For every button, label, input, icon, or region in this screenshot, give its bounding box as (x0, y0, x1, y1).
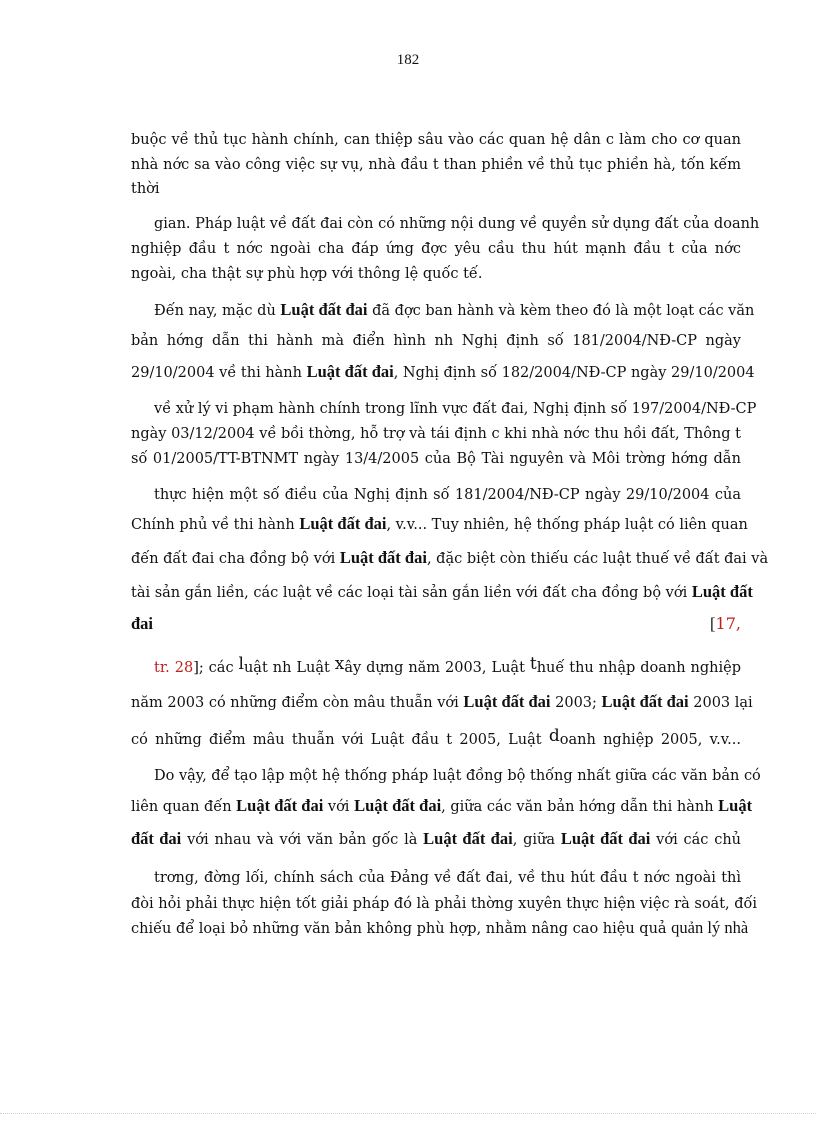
text-span: với nhau và với văn bản gốc là (181, 832, 424, 848)
text-line (131, 582, 753, 603)
text-span: 2003; (550, 695, 602, 711)
text-span: 2003 lại (688, 695, 753, 711)
citation-ref: tr. 28 (154, 660, 194, 676)
text-line (131, 514, 748, 535)
text-line: về xử lý vi phạm hành chính trong lĩnh vực đất đai, Nghị định số 197/2004/NĐ-CP (154, 401, 757, 417)
law-term: đai (131, 614, 154, 633)
text-span: 29/10/2004 về thi hành (131, 365, 307, 381)
text-span: l (238, 654, 244, 674)
text-span: , v.v... Tuy nhiên, hệ thống pháp luật có liên quan (386, 517, 748, 533)
text-span: huế thu nhập doanh nghiệp (536, 660, 742, 676)
page-number: 182 (396, 52, 420, 68)
text-span: chiếu để loại bỏ những văn bản không phù hợp, nhằm nâng cao hiệu quả (131, 921, 672, 937)
text-span: ]; các (193, 660, 239, 676)
text-line: ngày 03/12/2004 về bồi thờng, hỗ trợ và tái định c khi nhà nớc thu hồi đất, Thông t (131, 426, 741, 442)
text-line (154, 654, 742, 678)
law-term: quản lý nhà (671, 918, 749, 937)
citation-bracket: [ (710, 614, 716, 633)
text-span: Đến nay, mặc dù (154, 303, 281, 319)
text-line (131, 918, 749, 939)
law-term: Luật đất đai (236, 796, 324, 815)
text-span: năm 2003 có những điểm còn mâu thuẫn với (131, 695, 464, 711)
law-term: Luật đất (691, 582, 753, 601)
text-line: trơng, đờng lối, chính sách của Đảng về đất đai, về thu hút đầu t nớc ngoài thì (154, 870, 741, 886)
text-line (131, 796, 753, 817)
text-span: , giữa (512, 832, 561, 848)
law-term: Luật (718, 796, 753, 815)
text-line: buộc về thủ tục hành chính, can thiệp sâu vào các quan hệ dân c làm cho cơ quan (131, 132, 741, 148)
text-span: với các chủ (650, 832, 742, 848)
law-term: Luật đất đai (601, 692, 689, 711)
text-span: uật nh Luật (243, 660, 335, 676)
citation (710, 614, 741, 635)
text-line: gian. Pháp luật về đất đai còn có những nội dung về quyền sử dụng đất của doanh (154, 216, 760, 232)
page-bottom-rule (0, 1113, 816, 1114)
law-term: Luật đất đai (354, 796, 442, 815)
text-line (131, 726, 741, 750)
text-line: thực hiện một số điều của Nghị định số 181/2004/NĐ-CP ngày 29/10/2004 của (154, 487, 741, 503)
text-span: có những điểm mâu thuẫn với Luật đầu t 2005, Luật (131, 732, 549, 748)
text-line (131, 614, 741, 635)
text-span: tài sản gắn liền, các luật về các loại tài sản gắn liền với đất cha đồng bộ với (131, 585, 692, 601)
text-span: x (334, 654, 345, 674)
text-line: Do vậy, để tạo lập một hệ thống pháp luật đồng bộ thống nhất giữa các văn bản có (154, 768, 761, 784)
text-span: , đặc biệt còn thiếu các luật thuế về đất đai và (426, 551, 769, 567)
text-line: thời (131, 181, 160, 197)
text-line (131, 692, 753, 713)
text-span: Chính phủ về thi hành (131, 517, 300, 533)
text-line (131, 548, 769, 569)
text-line: số 01/2005/TT-BTNMT ngày 13/4/2005 của Bộ Tài nguyên và Môi trờng hớng dẫn (131, 451, 741, 467)
text-line: nghiệp đầu t nớc ngoài cha đáp ứng đợc yêu cầu thu hút mạnh đầu t của nớc (131, 241, 741, 257)
text-span: liên quan đến (131, 799, 237, 815)
citation-ref: 17, (715, 614, 741, 633)
text-span: , giữa các văn bản hớng dẫn thi hành (441, 799, 719, 815)
text-line (154, 300, 755, 321)
text-line: nhà nớc sa vào công việc sự vụ, nhà đầu t than phiền về thủ tục phiền hà, tốn kếm (131, 157, 741, 173)
text-span: , Nghị định số 182/2004/NĐ-CP ngày 29/10/2004 (393, 365, 755, 381)
text-span: đã đợc ban hành và kèm theo đó là một loạt các văn (367, 303, 755, 319)
law-term: Luật đất đai (560, 829, 651, 848)
text-line: đòi hỏi phải thực hiện tốt giải pháp đó là phải thờng xuyên thực hiện việc rà soát, đối (131, 896, 758, 912)
text-span: đến đất đai cha đồng bộ với (131, 551, 340, 567)
text-span: d (548, 726, 560, 746)
law-term: Luật đất đai (339, 548, 427, 567)
text-span: t (529, 654, 537, 674)
text-span: với (323, 799, 355, 815)
law-term: Luật đất đai (280, 300, 368, 319)
law-term: Luật đất đai (423, 829, 513, 848)
law-term: Luật đất đai (306, 362, 394, 381)
text-line (131, 362, 755, 383)
law-term: Luật đất đai (463, 692, 551, 711)
law-term: Luật đất đai (299, 514, 387, 533)
text-span: ây dựng năm 2003, Luật (344, 660, 530, 676)
text-span: oanh nghiệp 2005, v.v... (559, 732, 741, 748)
text-line: ngoài, cha thật sự phù hợp với thông lệ quốc tế. (131, 266, 483, 282)
law-term: đất đai (131, 829, 182, 848)
text-line (131, 829, 741, 850)
text-line: bản hớng dẫn thi hành mà điển hình nh Nghị định số 181/2004/NĐ-CP ngày (131, 333, 741, 349)
